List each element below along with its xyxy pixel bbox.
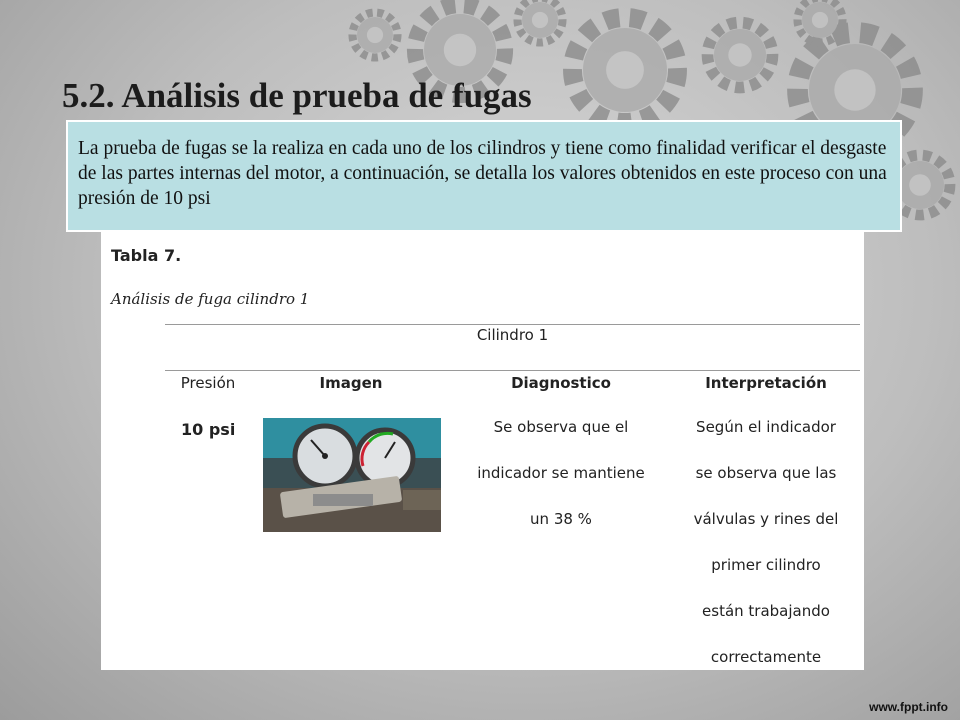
col-interpretation-header: Interpretación [705, 374, 827, 392]
diagnosis-line: un 38 % [530, 510, 592, 528]
table-header-rule [165, 370, 860, 371]
interpretation-line: primer cilindro [711, 556, 821, 574]
interpretation-line: están trabajando [702, 602, 830, 620]
table-subcaption: Análisis de fuga cilindro 1 [111, 290, 310, 308]
slide-title: 5.2. Análisis de prueba de fugas [62, 76, 532, 115]
interpretation-line: correctamente [710, 648, 822, 666]
col-diagnosis-header: Diagnostico [511, 374, 611, 392]
interpretation-cell [676, 404, 856, 680]
interpretation-line: se observa que las [695, 464, 837, 482]
interpretation-line: Según el indicador [696, 418, 836, 436]
watermark-link[interactable]: www.fppt.info [869, 700, 948, 714]
intro-box [66, 120, 902, 232]
col-pressure-header: Presión [180, 374, 236, 392]
diagnosis-line: Se observa que el [493, 418, 629, 436]
intro-text: La prueba de fugas se la realiza en cada uno de los cilindros y tiene como finalidad verificar el desgaste de las partes internas del motor, a continuación, se detalla los valores obtenidos en este proceso con una presión de 10 psi [78, 138, 887, 209]
leak-test-table [101, 232, 864, 670]
pressure-value: 10 psi [181, 420, 236, 439]
cylinder-header: Cilindro 1 [476, 326, 549, 344]
col-image-header: Imagen [319, 374, 383, 392]
diagnosis-cell [456, 404, 666, 542]
table-caption: Tabla 7. [111, 246, 182, 265]
table-top-rule [165, 324, 860, 325]
interpretation-line: válvulas y rines del [693, 510, 839, 528]
diagnosis-line: indicador se mantiene [477, 464, 645, 482]
pressure-gauges-photo [263, 418, 441, 532]
